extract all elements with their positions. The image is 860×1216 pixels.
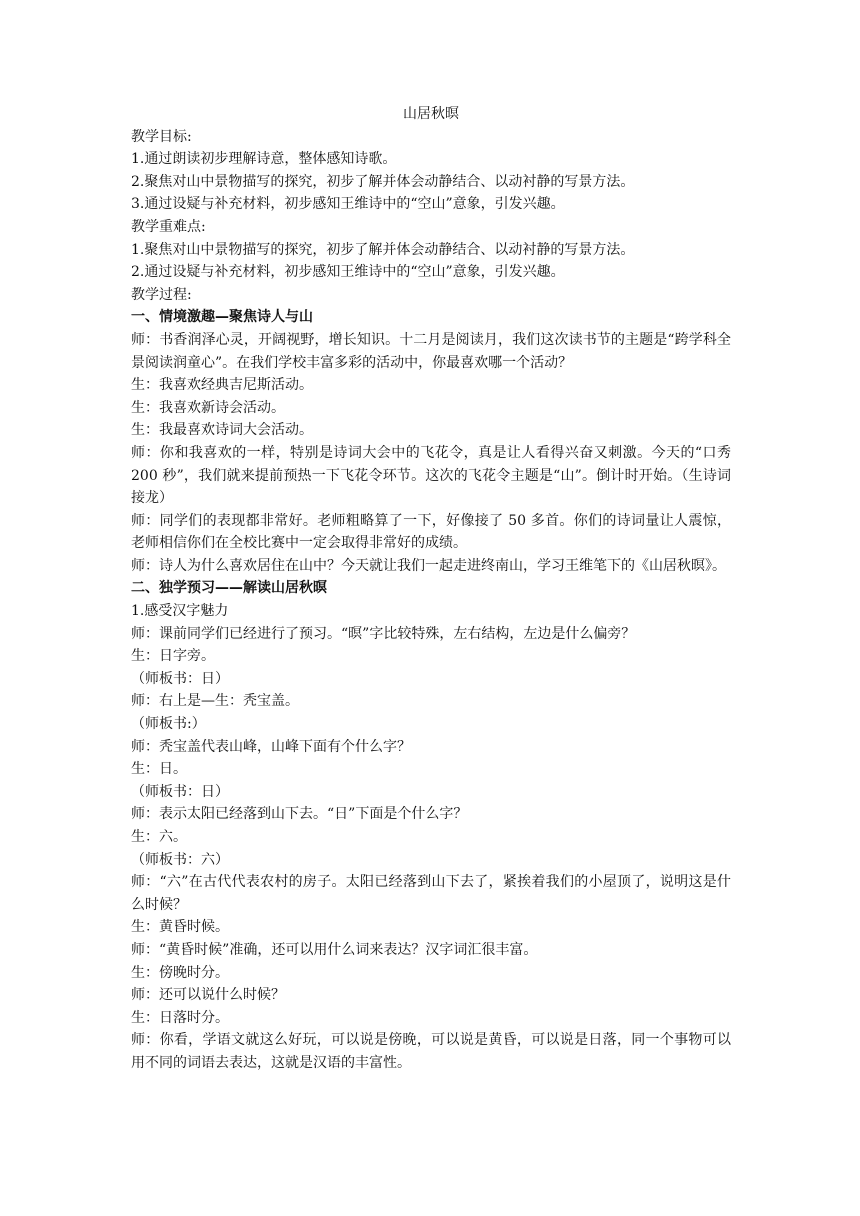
paragraph-line: 教学过程: — [131, 286, 192, 303]
paragraph-line: 生：日。 — [131, 761, 187, 778]
paragraph-line: 师：书香润泽心灵，开阔视野，增长知识。十二月是阅读月，我们这次读书节的主题是“跨学科全景阅读润童心”。在我们学校丰富多彩的活动中，你最喜欢哪一个活动？ — [131, 331, 731, 371]
paragraph-line: 生：我喜欢经典吉尼斯活动。 — [131, 377, 313, 394]
paragraph-line: 生：日字旁。 — [131, 648, 215, 665]
paragraph-line: 生：黄昏时候。 — [131, 919, 229, 936]
document-title: 山居秋暝 — [403, 106, 459, 122]
paragraph-line: 1.通过朗读初步理解诗意，整体感知诗歌。 — [131, 151, 397, 168]
paragraph-line: 3.通过设疑与补充材料，初步感知王维诗中的“空山”意象，引发兴趣。 — [131, 196, 565, 213]
paragraph-line: 师：右上是—生：秃宝盖。 — [131, 693, 299, 710]
paragraph-line: 生：日落时分。 — [131, 1009, 229, 1026]
paragraph-line: 2.通过设疑与补充材料，初步感知王维诗中的“空山”意象，引发兴趣。 — [131, 264, 565, 281]
paragraph-line: 2.聚焦对山中景物描写的探究，初步了解并体会动静结合、以动衬静的写景方法。 — [131, 173, 635, 190]
paragraph-line: 教学目标: — [131, 128, 192, 145]
document-body — [131, 103, 745, 1075]
paragraph-line: 1.聚焦对山中景物描写的探究，初步了解并体会动静结合、以动衬静的写景方法。 — [131, 241, 635, 258]
paragraph-line: （师板书：日） — [131, 783, 229, 800]
paragraph-line: 师：还可以说什么时候？ — [131, 987, 285, 1004]
paragraph-line: 教学重难点: — [131, 218, 206, 235]
paragraph-line: 生：六。 — [131, 829, 187, 845]
paragraph-line: 生：我喜欢新诗会活动。 — [131, 399, 285, 416]
paragraph-line: （师板书：六） — [131, 851, 229, 868]
paragraph-line: 师：秃宝盖代表山峰，山峰下面有个什么字？ — [131, 738, 411, 755]
paragraph-line: 师：你看，学语文就这么好玩，可以说是傍晚，可以说是黄昏，可以说是日落，同一个事物可以用不同的词语去表达，这就是汉语的丰富性。 — [131, 1032, 731, 1071]
paragraph-line: 师：你和我喜欢的一样，特别是诗词大会中的飞花令，真是让人看得兴奋又刺激。今天的“口秀 200 秒”，我们就来提前预热一下飞花令环节。这次的飞花令主题是“山”。倒计时开始。（生诗词接龙） — [131, 444, 745, 507]
paragraph-line: （师板书：日） — [131, 670, 229, 687]
paragraph-line: （师板书:） — [131, 716, 206, 733]
paragraph-line: 师：诗人为什么喜欢居住在山中？今天就让我们一起走进终南山，学习王维笔下的《山居秋暝》。 — [131, 557, 726, 574]
paragraph-line: 生：我最喜欢诗词大会活动。 — [131, 422, 313, 439]
section-heading: 一、情境激趣—聚焦诗人与山 — [131, 309, 313, 326]
paragraph-line: 1.感受汉字魅力 — [131, 603, 229, 620]
paragraph-line: 生：傍晚时分。 — [131, 964, 229, 981]
paragraph-line: 师：表示太阳已经落到山下去。“日”下面是个什么字？ — [131, 806, 468, 823]
document-lines — [131, 126, 745, 1075]
paragraph-line: 师：课前同学们已经进行了预习。“暝”字比较特殊，左右结构，左边是什么偏旁？ — [131, 625, 636, 642]
section-heading: 二、独学预习——解读山居秋暝 — [131, 580, 327, 597]
paragraph-line: 师：“黄昏时候”准确，还可以用什么词来表达？汉字词汇很丰富。 — [131, 941, 538, 958]
paragraph-line: 师：同学们的表现都非常好。老师粗略算了一下，好像接了 50 多首。你们的诗词量让人震惊，老师相信你们在全校比赛中一定会取得非常好的成绩。 — [131, 512, 731, 552]
paragraph-line: 师：“六”在古代代表农村的房子。太阳已经落到山下去了，紧挨着我们的小屋顶了，说明这是什么时候？ — [131, 874, 731, 913]
